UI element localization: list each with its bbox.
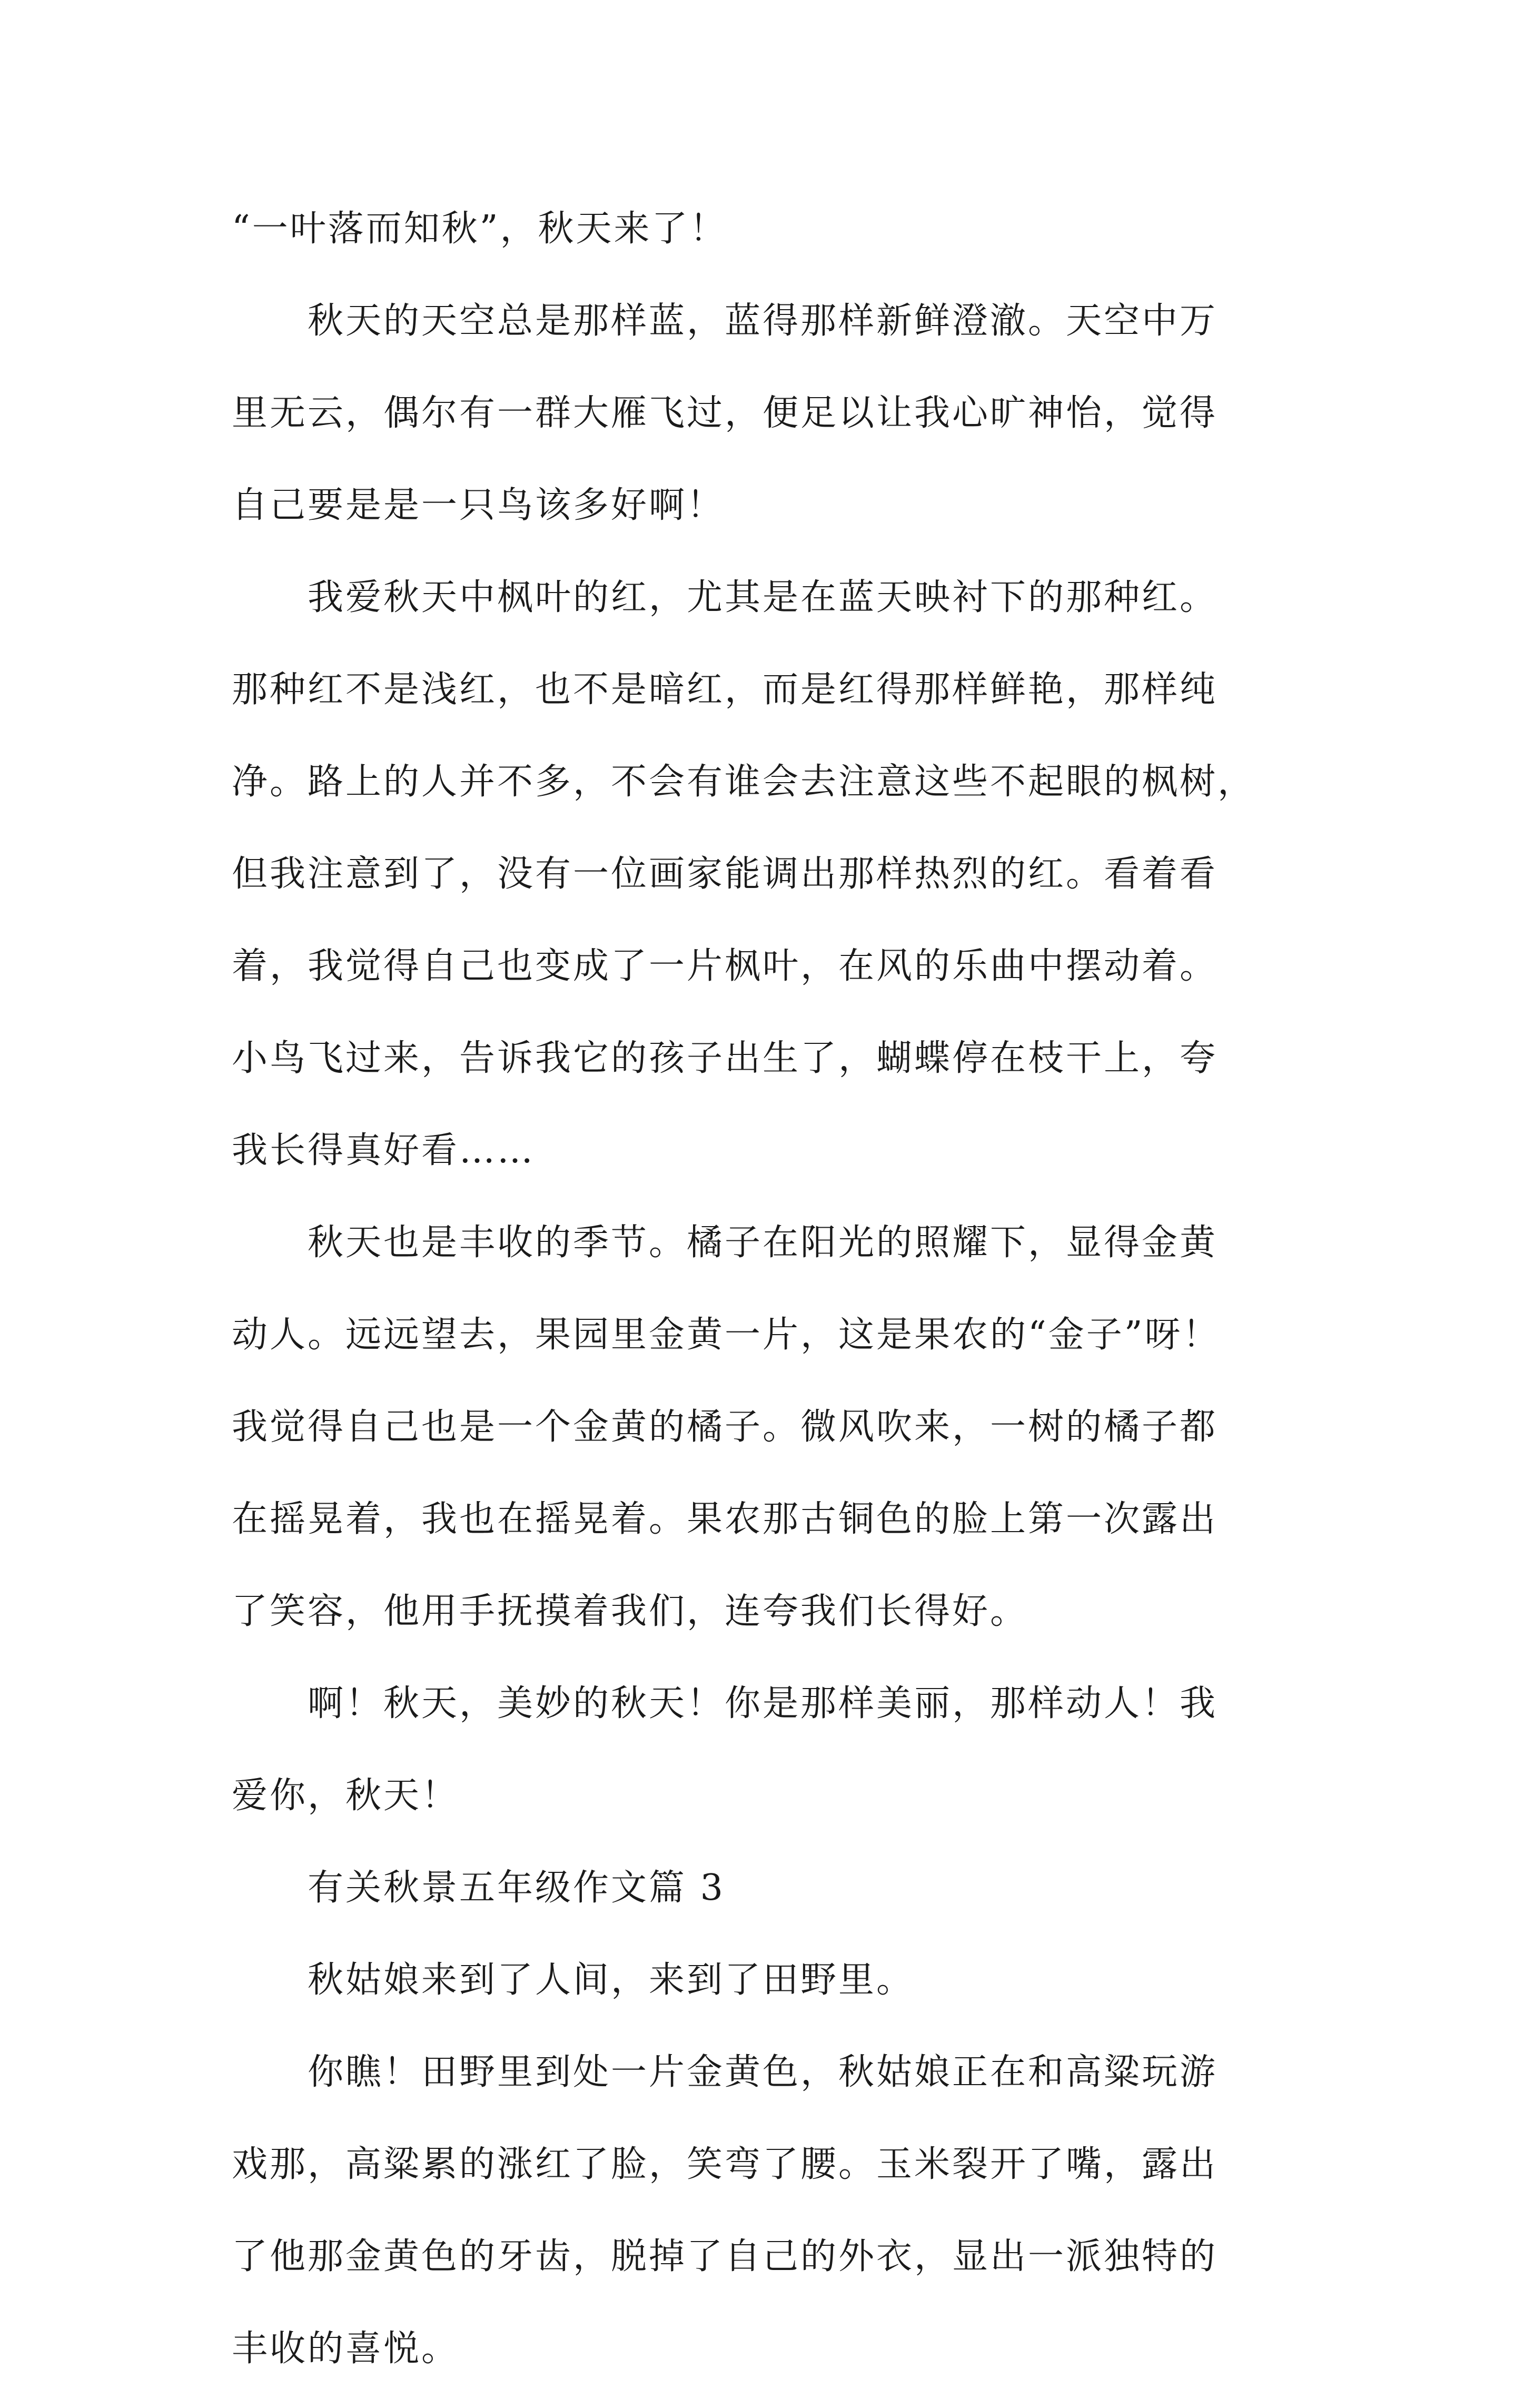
text-line: 啊！秋天，美妙的秋天！你是那样美丽，那样动人！我 (308, 1683, 1218, 1724)
text-line: 秋天的天空总是那样蓝，蓝得那样新鲜澄澈。天空中万 (308, 300, 1218, 342)
document-body (232, 196, 1306, 2408)
section-title: 有关秋景五年级作文篇 3 (308, 1867, 725, 1909)
text-line: 我觉得自己也是一个金黄的橘子。微风吹来，一树的橘子都 (232, 1406, 1218, 1448)
text-line: 里无云，偶尔有一群大雁飞过，便足以让我心旷神怡，觉得 (232, 392, 1218, 434)
paragraph-5 (232, 1671, 1306, 1829)
text-line: 了笑容，他用手抚摸着我们，连夸我们长得好。 (232, 1591, 1028, 1632)
text-line: 那种红不是浅红，也不是暗红，而是红得那样鲜艳，那样纯 (232, 669, 1218, 710)
text-line: 爱你，秋天！ (232, 1775, 460, 1817)
paragraph-2 (232, 288, 1306, 538)
text-line: 了他那金黄色的牙齿，脱掉了自己的外衣，显出一派独特的 (232, 2236, 1218, 2277)
text-line: 小鸟飞过来，告诉我它的孩子出生了，蝴蝶停在枝干上，夸 (232, 1038, 1218, 1079)
text-line: 我爱秋天中枫叶的红，尤其是在蓝天映衬下的那种红。 (308, 577, 1218, 618)
text-line: 我长得真好看…… (232, 1130, 536, 1171)
section-heading (232, 1855, 1306, 1921)
text-line: “一叶落而知秋”，秋天来了！ (232, 208, 728, 250)
text-line: 秋天也是丰收的季节。橘子在阳光的照耀下，显得金黄 (308, 1222, 1218, 1264)
paragraph-1 (232, 196, 1306, 262)
text-line: 自己要是是一只鸟该多好啊！ (232, 485, 725, 526)
text-line: 秋姑娘来到了人间，来到了田野里。 (308, 1959, 915, 2001)
text-line: 你瞧！田野里到处一片金黄色，秋姑娘正在和高粱玩游 (308, 2051, 1218, 2093)
paragraph-7 (232, 1947, 1306, 2013)
paragraph-4 (232, 1210, 1306, 1644)
text-line: 丰收的喜悦。 (232, 2328, 460, 2370)
text-line: 动人。远远望去，果园里金黄一片，这是果农的“金子”呀！ (232, 1314, 1221, 1356)
paragraph-8 (232, 2039, 1306, 2382)
text-line: 净。路上的人并不多，不会有谁会去注意这些不起眼的枫树， (232, 761, 1256, 803)
text-line: 着，我觉得自己也变成了一片枫叶，在风的乐曲中摆动着。 (232, 945, 1218, 987)
text-line: 戏那，高粱累的涨红了脸，笑弯了腰。玉米裂开了嘴，露出 (232, 2144, 1218, 2185)
text-line: 在摇晃着，我也在摇晃着。果农那古铜色的脸上第一次露出 (232, 1498, 1218, 1540)
paragraph-3 (232, 565, 1306, 1183)
text-line: 但我注意到了，没有一位画家能调出那样热烈的红。看着看 (232, 853, 1218, 895)
